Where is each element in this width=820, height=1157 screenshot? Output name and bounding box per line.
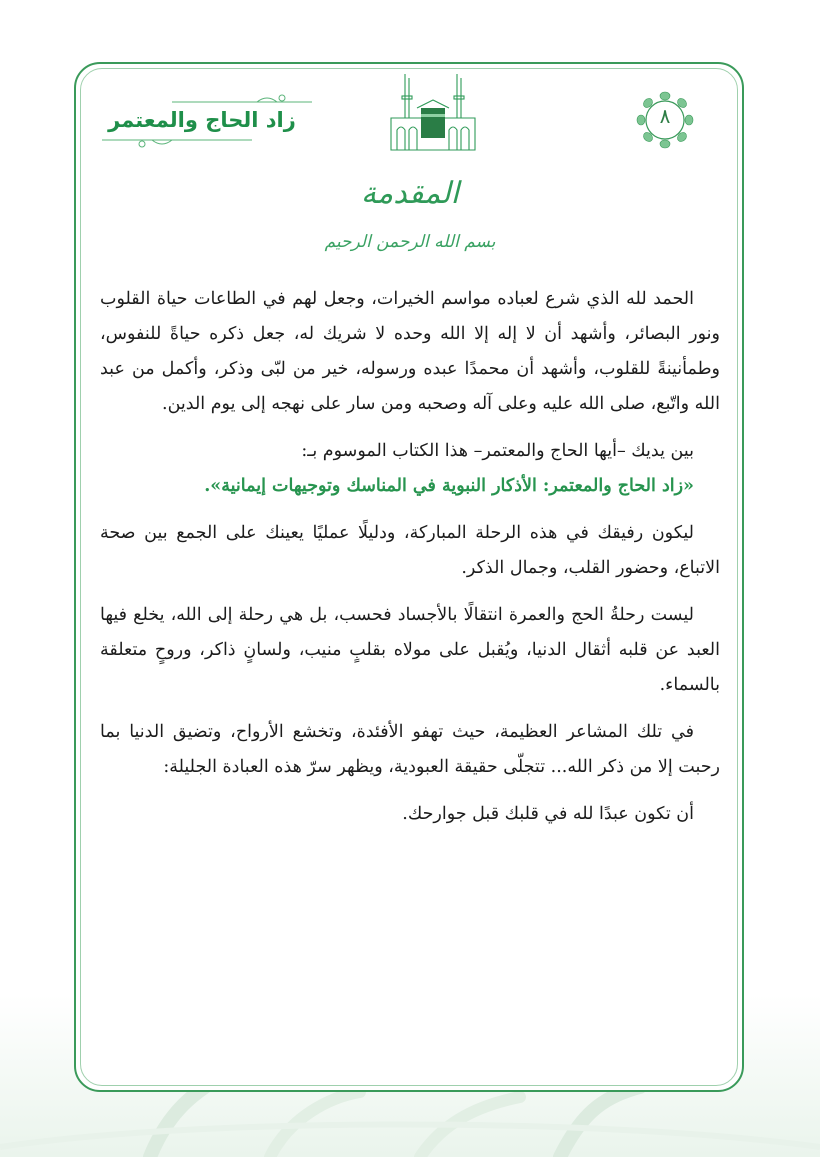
section-title: المقدمة (361, 176, 459, 211)
kaaba-mosque-icon (383, 68, 483, 154)
book-full-title: «زاد الحاج والمعتمر: الأذكار النبوية في المناسك وتوجيهات إيمانية». (204, 476, 694, 496)
running-book-title: زاد الحاج والمعتمر (108, 108, 296, 132)
basmala: بسم الله الرحمن الرحيم (324, 232, 496, 252)
paragraph-1: الحمد لله الذي شرع لعباده مواسم الخيرات، وجعل لهم في الطاعات حياة القلوب ونور البصائر، وأشهد أن لا إله إلا الله وحده لا شريك له، جعل ذكره حياةً للنفوس، وطمأنينةً للقلوب، وأشهد أن محمدًا عبده ورسوله، خير من لبّى وذكر، وأكمل من عبد الله واتّبع، صلى الله عليه وعلى آله وصحبه ومن سار على نهجه إلى يوم الدين. (100, 289, 720, 414)
paragraph-5: في تلك المشاعر العظيمة، حيث تهفو الأفئدة، وتخشع الأرواح، وتضيق الدنيا بما رحبت إلا من ذكر الله... تتجلّى حقيقة العبودية، ويظهر سرّ هذه العبادة الجليلة: (100, 722, 720, 777)
paragraph-6: أن تكون عبدًا لله في قلبك قبل جوارحك. (402, 804, 694, 824)
paragraph-4: ليست رحلةُ الحج والعمرة انتقالًا بالأجساد فحسب، بل هي رحلة إلى الله، يخلع فيها العبد عن قلبه أثقال الدنيا، ويُقبل على مولاه بقلبٍ منيب، ولسانٍ ذاكر، وروحٍ متعلقة بالسماء. (100, 605, 720, 695)
page-number: ٨ (659, 104, 671, 128)
body-text (100, 282, 720, 844)
paragraph-2: بين يديك –أيها الحاج والمعتمر– هذا الكتاب الموسوم بـ: (301, 441, 694, 461)
paragraph-3: ليكون رفيقك في هذه الرحلة المباركة، ودليلًا عمليًا يعينك على الجمع بين صحة الاتباع، وحضور القلب، وجمال الذكر. (100, 523, 720, 578)
